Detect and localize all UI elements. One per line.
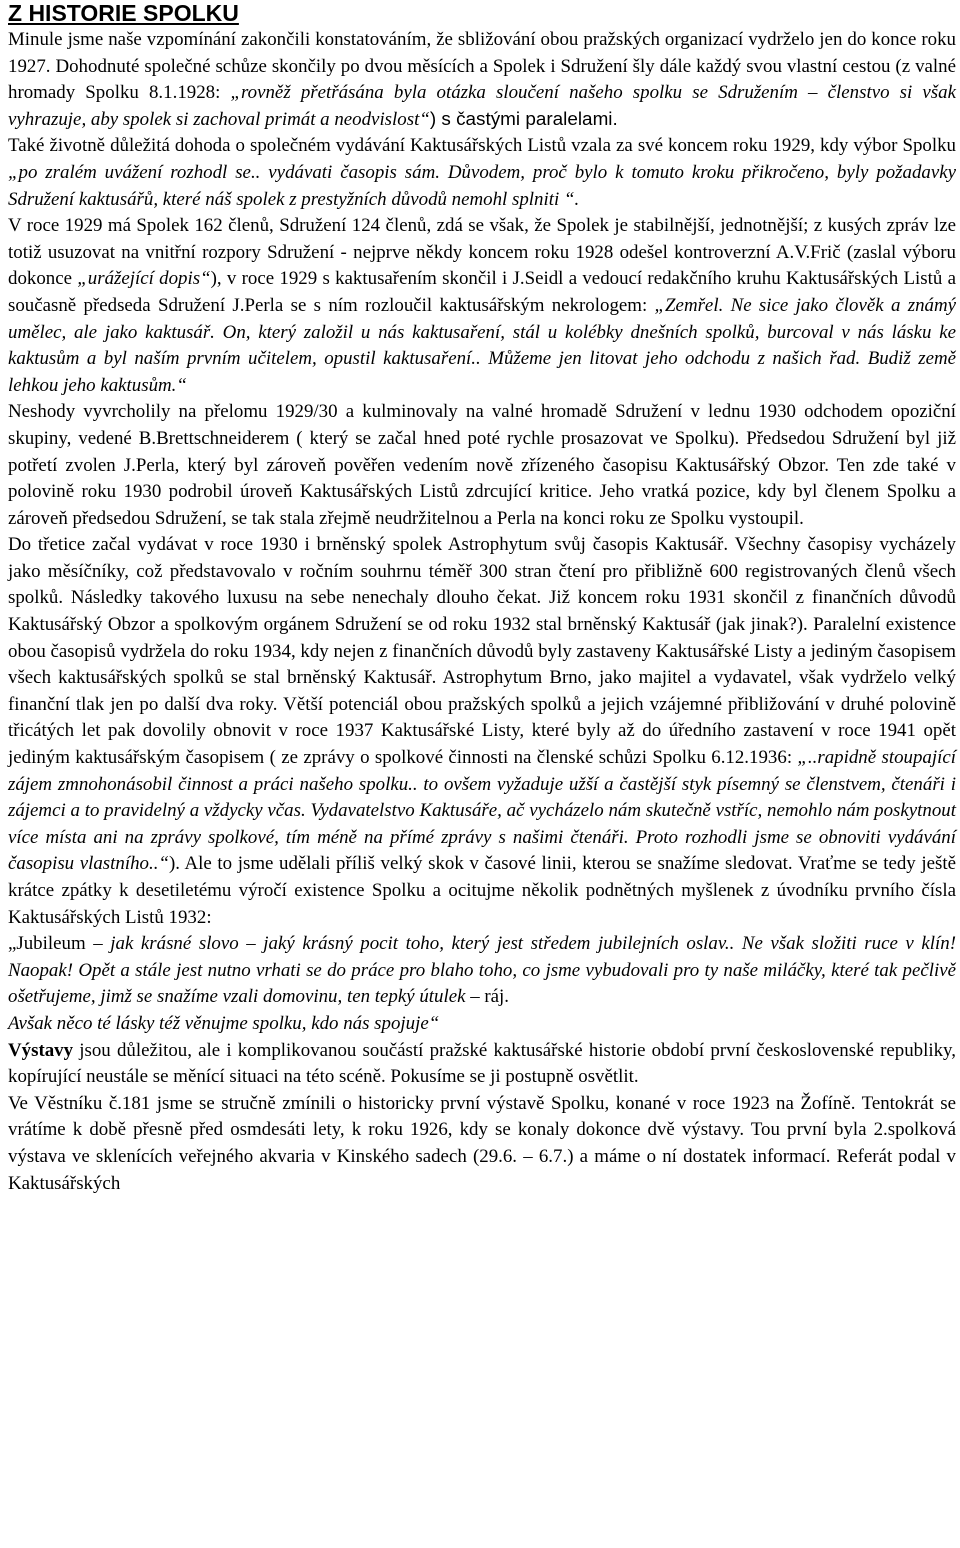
paragraph-6 <box>8 931 956 1011</box>
paragraph-2-text: Také životně důležitá dohoda o společném vydávání Kaktusářských Listů vzala za své koncem roku 1929, kdy výbor Spolku <box>8 135 956 157</box>
paragraph-5 <box>8 532 956 931</box>
paragraph-3-text-2: ), v roce 1929 s kaktusařením skončil i J.Seidl a vedoucí redakčního kruhu Kaktusářských Listů a současně předseda Sdružení J.Perla se s ním rozloučil kaktusářským nekrologem: <box>8 268 957 316</box>
paragraph-1-text: Minule jsme naše vzpomínání zakončili konstatováním, že sbližování obou pražských organizací vydrželo jen do konce roku 1927. Dohodnuté společné schůze skončily po dvou měsících a Spolek i Sdružení šly dále každý svou vlastní cestou (z valné hromady Spolku 8.1.1928: <box>8 29 956 104</box>
paragraph-6-start: „Jubileum – <box>8 933 111 955</box>
paragraph-2 <box>8 133 956 213</box>
article-body <box>8 27 956 1197</box>
paragraph-9: Ve Věstníku č.181 jsme se stručně zmínili o historicky první výstavě Spolku, konané v roce 1923 na Žofíně. Tentokrát se vrátíme k době přesně před osmdesáti lety, k roku 1926, kdy se konaly dokonce dvě výstavy. Tou první byla 2.spolková výstava ve sklenících veřejného akvaria v Kinského sadech (29.6. – 6.7.) a máme o ní dostatek informací. Referát podal v Kaktusářských <box>8 1092 956 1194</box>
paragraph-1-tail: ) s častými paralelami. <box>429 108 618 130</box>
paragraph-8 <box>8 1038 956 1091</box>
paragraph-2-quote: „po zralém uvážení rozhodl se.. vydávati časopis sám. Důvodem, proč bylo k tomuto kroku přikročeno, byly požadavky Sdružení kaktusářů, které náš spolek z prestyžních důvodů nemohl splniti “. <box>8 161 956 210</box>
page-title: Z HISTORIE SPOLKU <box>8 0 239 26</box>
paragraph-7-quote: Avšak něco té lásky též věnujme spolku, kdo nás spojuje“ <box>8 1012 440 1034</box>
paragraph-3-quote-2: „Zemřel. Ne sice jako člověk a známý umělec, ale jako kaktusář. On, který založil u nás kaktusaření, stál u kolébky dnešních spolků, burcoval v nás lásku ke kaktusům a byl naším prvním učitelem, opustil kaktusaření.. Můžeme jen litovat jeho odchodu z našich řad. Budiž země lehkou jeho kaktusům.“ <box>8 294 957 396</box>
paragraph-1 <box>8 27 956 133</box>
paragraph-5-tail: ). Ale to jsme udělali příliš velký skok v časové linii, kterou se snažíme sledovat. Vraťme se tedy ještě krátce zpátky k desetiletému výročí existence Spolku a ocitujme několik podnětných myšlenek z úvodníku prvního čísla Kaktusářských Listů 1932: <box>8 853 956 928</box>
paragraph-6-tail: – ráj. <box>465 986 510 1008</box>
paragraph-3 <box>8 213 956 399</box>
paragraph-1-quote: „rovněž přetřásána byla otázka sloučení našeho spolku se Sdružením – členstvo si však vyhrazuje, aby spolek si zachoval primát a neodvislost“ <box>8 82 956 130</box>
paragraph-3-quote-1: „urážející dopis“ <box>77 268 211 290</box>
paragraph-5-text: Do třetice začal vydávat v roce 1930 i brněnský spolek Astrophytum svůj časopis Kaktusář. Všechny časopisy vycházely jako měsíčníky, což představovalo v ročním souhrnu téměř 300 stran čtení pro přibližně 600 registrovaných členů všech spolků. Následky takového luxusu na sebe nenechaly dlouho čekat. Již koncem roku 1931 skončil z finančních důvodů Kaktusářský Obzor a spolkovým orgánem Sdružení se od roku 1932 stal brněnský Kaktusář (jak jinak?). Paralelní existence obou časopisů vydržela do roku 1934, kdy nejen z finančních důvodů byly zastaveny Kaktusářské Listy a jediným časopisem všech kaktusářských spolků se stal brněnský Kaktusář. Astrophytum Brno, jako majitel a vydavatel, však vydrželo velký finanční tlak jen po další dva roky. Větší potenciál obou pražských spolků a jejich vzájemné přibližování v druhé polovině třicátých let pak dovolily obnovit v roce 1937 Kaktusářské Listy, které byly až do úředního zastavení v roce 1941 opět jediným kaktusářským časopisem ( ze zprávy o spolkové činnosti na členské schůzi Spolku 6.12.1936: <box>8 534 956 769</box>
paragraph-8-text: jsou důležitou, ale i komplikovanou součástí pražské kaktusářské historie období první československé republiky, kopírující neustále se měnící situaci na této scéně. Pokusíme se ji postupně osvětlit. <box>8 1039 956 1088</box>
paragraph-7 <box>8 1011 956 1038</box>
paragraph-4: Neshody vyvrcholily na přelomu 1929/30 a kulminovaly na valné hromadě Sdružení v lednu 1930 odchodem opoziční skupiny, vedené B.Brettschneiderem ( který se začal hned poté rychle prosazovat ve Spolku). Předsedou Sdružení byl již potřetí zvolen J.Perla, který byl zároveň pověřen vedením nově zřízeného časopisu Kaktusářský Obzor. Ten zde také v polovině roku 1930 podrobil úroveň Kaktusářských Listů zdrcující kritice. Jeho vratká pozice, kdy byl členem Spolku a zároveň předsedou Sdružení, se tak stala zřejmě neudržitelnou a Perla na konci roku ze Spolku vystoupil. <box>8 401 956 529</box>
paragraph-6-quote: jak krásné slovo – jaký krásný pocit toho, který jest středem jubilejních oslav.. Ne však složiti ruce v klín! Naopak! Opět a stále jest nutno vrhati se do práce pro blaho toho, co jsme vybudovali pro ty naše miláčky, které tak pečlivě ošetřujeme, jimž se snažíme vzali domovinu, ten tepký útulek <box>8 933 956 1008</box>
paragraph-3-text: V roce 1929 má Spolek 162 členů, Sdružení 124 členů, zdá se však, že Spolek je stabilnější, jednotnější; z kusých zpráv lze totiž usuzovat na vnitřní rozpory Sdružení - nejprve někdy koncem roku 1928 odešel kontroverzní A.V.Frič (zaslal výboru dokonce <box>8 215 956 290</box>
paragraph-5-quote: „..rapidně stoupající zájem zmnohonásobil činnost a práci našeho spolku.. to ovšem vyžaduje užší a častější styk písemný se členstvem, čtenáři i zájemci a to pravidelný a vždycky včas. Vydavatelstvo Kaktusáře, ač vycházelo nám skutečně vstříc, nemohlo nám poskytnout více místa ani na zprávy spolkové, tím méně na přímé zprávy s našimi čtenáři. Proto rozhodli jsme se obnoviti vydávání časopisu vlastního..“ <box>8 747 956 875</box>
paragraph-8-lead: Výstavy <box>8 1039 74 1061</box>
